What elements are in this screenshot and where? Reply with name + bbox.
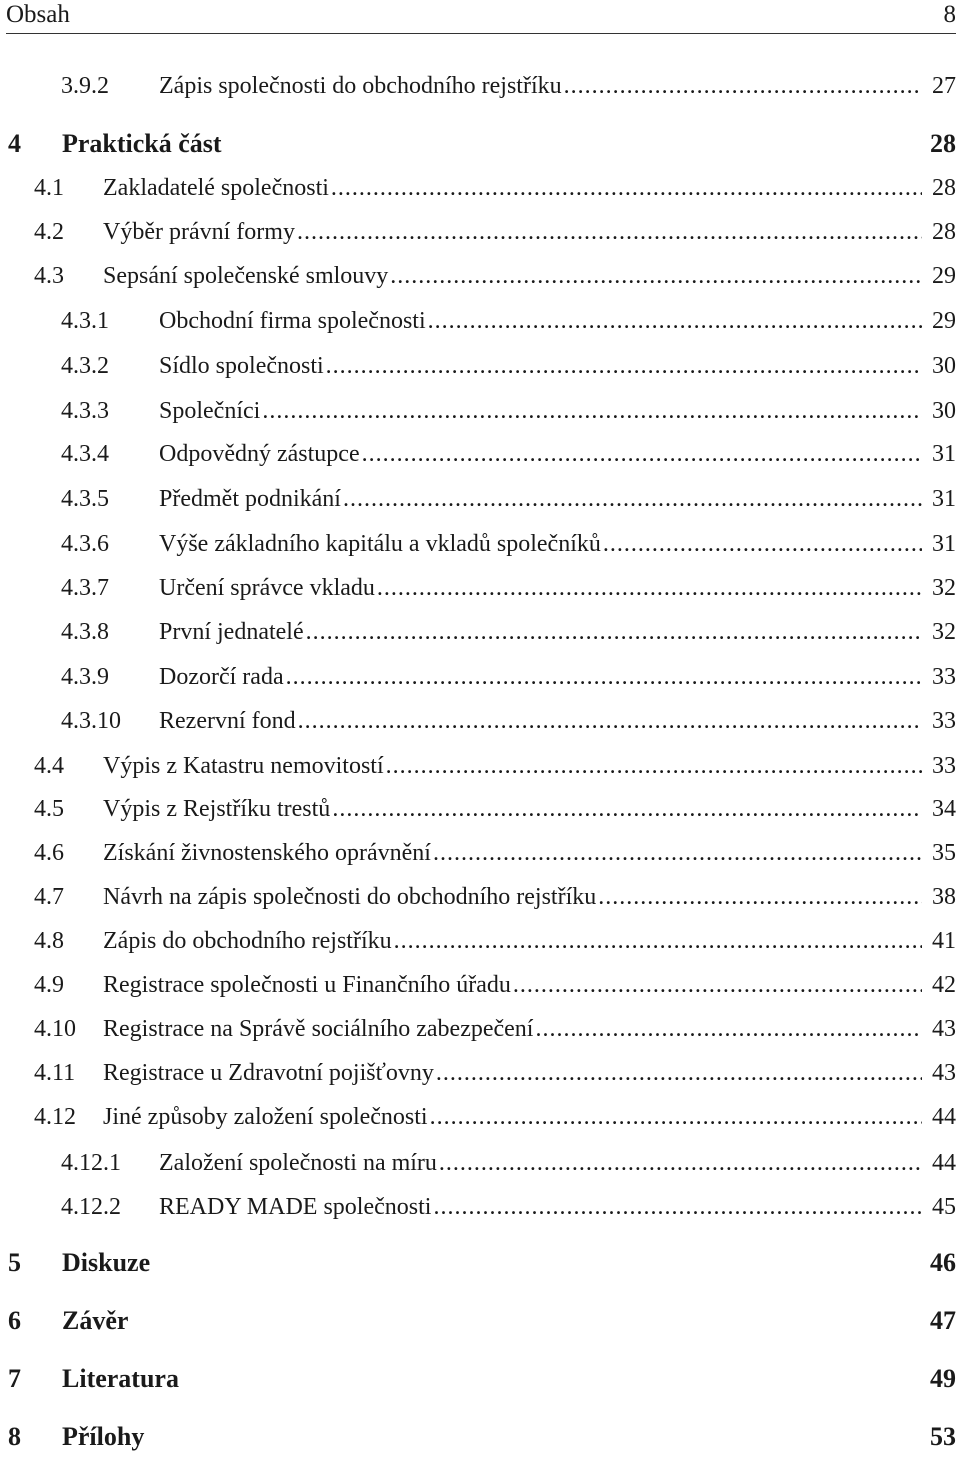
- dot-leader: [433, 837, 922, 869]
- toc-entry-page: 33: [932, 753, 956, 779]
- toc-entry[interactable]: [0, 483, 960, 515]
- toc-entry-title: [103, 1101, 922, 1133]
- toc-entry[interactable]: [0, 837, 960, 869]
- toc-entry-title-text: Získání živnostenského oprávnění: [103, 840, 431, 866]
- toc-entry[interactable]: [0, 216, 960, 248]
- toc-entry-title-text: Sídlo společnosti: [159, 353, 324, 379]
- toc-entry-title-text: Založení společnosti na míru: [159, 1150, 437, 1176]
- toc-entry-title-text: Určení správce vkladu: [159, 575, 375, 601]
- toc-entry-page: 42: [932, 972, 956, 998]
- toc-entry[interactable]: [0, 1147, 960, 1179]
- toc-entry-title-text: Zápis společnosti do obchodního rejstříku: [159, 73, 562, 99]
- dot-leader: [439, 1147, 922, 1179]
- toc-entry-page: 31: [932, 531, 956, 557]
- toc-entry-number: 3.9.2: [61, 73, 109, 99]
- toc-entry-title: [159, 572, 922, 604]
- toc-entry-number: 4.11: [34, 1060, 76, 1086]
- toc-entry-number: 4.8: [34, 928, 64, 954]
- toc-entry-title: [159, 616, 922, 648]
- toc-entry-title-text: Předmět podnikání: [159, 486, 341, 512]
- toc-entry-title-text: Návrh na zápis společnosti do obchodního rejstříku: [103, 884, 597, 910]
- toc-entry-title-text: Odpovědný zástupce: [159, 441, 360, 467]
- toc-entry-title: [62, 1247, 150, 1279]
- toc-entry-number: 4.3.1: [61, 308, 109, 334]
- toc-entry-title: [159, 1191, 922, 1223]
- toc-entry-title: [103, 750, 922, 782]
- header-title: Obsah: [6, 1, 70, 28]
- dot-leader: [535, 1013, 922, 1045]
- toc-entry[interactable]: [0, 925, 960, 957]
- dot-leader: [513, 969, 922, 1001]
- toc-entry-page: 31: [932, 486, 956, 512]
- dot-leader: [390, 260, 922, 292]
- toc-entry-title-text: Diskuze: [62, 1248, 151, 1277]
- toc-entry-title: [159, 395, 922, 427]
- toc-entry-number: 4.3.9: [61, 664, 109, 690]
- toc-entry-page: 43: [932, 1060, 956, 1086]
- toc-entry-title: [159, 438, 922, 470]
- toc-entry[interactable]: [0, 881, 960, 913]
- toc-entry-number: 4: [8, 129, 21, 158]
- dot-leader: [430, 1101, 922, 1133]
- toc-entry-title: [159, 70, 922, 102]
- toc-entry-title-text: Rezervní fond: [159, 708, 296, 734]
- toc-entry[interactable]: [0, 172, 960, 204]
- toc-entry[interactable]: [0, 705, 960, 737]
- toc-entry-title: [159, 305, 922, 337]
- toc-entry-title-text: Sepsání společenské smlouvy: [103, 263, 389, 289]
- toc-entry-page: 30: [932, 398, 956, 424]
- toc-entry-title: [103, 260, 922, 292]
- toc-entry-title-text: Závěr: [62, 1306, 129, 1335]
- toc-entry-title-text: Registrace u Zdravotní pojišťovny: [103, 1060, 434, 1086]
- toc-entry-title: [103, 969, 922, 1001]
- toc-entry-page: 29: [932, 263, 956, 289]
- dot-leader: [428, 305, 922, 337]
- toc-entry-title: [103, 172, 922, 204]
- toc-chapter[interactable]: [0, 1247, 960, 1279]
- toc-entry-page: 32: [932, 575, 956, 601]
- dot-leader: [262, 395, 922, 427]
- toc-chapter[interactable]: [0, 1421, 960, 1453]
- toc-entry-title: [159, 483, 922, 515]
- toc-entry-title: [62, 1305, 128, 1337]
- toc-entry-title-text: Literatura: [62, 1364, 179, 1393]
- toc-entry-page: 44: [932, 1150, 956, 1176]
- dot-leader: [297, 216, 922, 248]
- toc-chapter[interactable]: [0, 1363, 960, 1395]
- dot-leader: [436, 1057, 922, 1089]
- dot-leader: [362, 438, 922, 470]
- toc-entry-number: 4.12.2: [61, 1194, 121, 1220]
- dot-leader: [394, 925, 922, 957]
- toc-entry[interactable]: [0, 305, 960, 337]
- toc-chapter[interactable]: [0, 128, 960, 160]
- toc-entry-title: [62, 128, 222, 160]
- toc-entry-number: 5: [8, 1248, 21, 1277]
- dot-leader: [433, 1191, 922, 1223]
- toc-entry-title: [159, 350, 922, 382]
- toc-entry-number: 4.3.4: [61, 441, 109, 467]
- dot-leader: [343, 483, 922, 515]
- toc-entry-number: 4.1: [34, 175, 64, 201]
- toc-entry-page: 28: [932, 175, 956, 201]
- toc-entry[interactable]: [0, 750, 960, 782]
- toc-entry-page: 45: [932, 1194, 956, 1220]
- toc-entry-number: 4.3.6: [61, 531, 109, 557]
- toc-entry-title: [103, 1013, 922, 1045]
- toc-entry-page: 30: [932, 353, 956, 379]
- toc-entry-title-text: Zakladatelé společnosti: [103, 175, 329, 201]
- toc-entry-title-text: Praktická část: [62, 129, 222, 158]
- toc-entry-title-text: Výše základního kapitálu a vkladů společníků: [159, 531, 601, 557]
- toc-entry-number: 4.9: [34, 972, 64, 998]
- toc-entry-title: [103, 925, 922, 957]
- dot-leader: [564, 70, 922, 102]
- toc-chapter[interactable]: [0, 1305, 960, 1337]
- toc-entry[interactable]: [0, 969, 960, 1001]
- toc-entry[interactable]: [0, 70, 960, 102]
- toc-entry-number: 4.3.7: [61, 575, 109, 601]
- header-page-number: 8: [943, 1, 956, 28]
- toc-entry-page: 53: [930, 1422, 956, 1451]
- toc-entry-number: 6: [8, 1306, 21, 1335]
- toc-entry-title-text: Jiné způsoby založení společnosti: [103, 1104, 428, 1130]
- toc-entry-title: [103, 837, 922, 869]
- toc-entry-title: [159, 661, 922, 693]
- toc-entry[interactable]: [0, 528, 960, 560]
- toc-entry-title-text: Registrace společnosti u Finančního úřadu: [103, 972, 511, 998]
- toc-entry-number: 4.3: [34, 263, 64, 289]
- toc-entry-page: 33: [932, 664, 956, 690]
- toc-entry-number: 4.3.8: [61, 619, 109, 645]
- toc-entry-page: 44: [932, 1104, 956, 1130]
- toc-entry-page: 43: [932, 1016, 956, 1042]
- toc-entry-title-text: Dozorčí rada: [159, 664, 284, 690]
- toc-entry[interactable]: [0, 793, 960, 825]
- toc-entry-number: 8: [8, 1422, 21, 1451]
- toc-entry[interactable]: [0, 260, 960, 292]
- toc-entry-number: 4.3.3: [61, 398, 109, 424]
- dot-leader: [286, 661, 922, 693]
- dot-leader: [298, 705, 922, 737]
- toc-entry-page: 46: [930, 1248, 956, 1277]
- toc-entry[interactable]: [0, 1101, 960, 1133]
- toc-entry[interactable]: [0, 661, 960, 693]
- toc-entry[interactable]: [0, 1191, 960, 1223]
- toc-entry-title-text: Registrace na Správě sociálního zabezpečení: [103, 1016, 534, 1042]
- dot-leader: [603, 528, 922, 560]
- toc-entry-title-text: Výpis z Rejstříku trestů: [103, 796, 331, 822]
- toc-entry-number: 7: [8, 1364, 21, 1393]
- toc-entry-page: 35: [932, 840, 956, 866]
- toc-entry-number: 4.3.2: [61, 353, 109, 379]
- toc-entry-number: 4.12.1: [61, 1150, 121, 1176]
- toc-entry[interactable]: [0, 350, 960, 382]
- toc-entry-page: 32: [932, 619, 956, 645]
- toc-entry[interactable]: [0, 1013, 960, 1045]
- dot-leader: [326, 350, 922, 382]
- toc-entry-title-text: Výběr právní formy: [103, 219, 295, 245]
- toc-entry-title: [62, 1363, 179, 1395]
- toc-entry-title: [103, 216, 922, 248]
- dot-leader: [386, 750, 922, 782]
- toc-entry-title-text: Obchodní firma společnosti: [159, 308, 426, 334]
- toc-entry-page: 28: [930, 129, 956, 158]
- dot-leader: [598, 881, 922, 913]
- toc-entry-page: 47: [930, 1306, 956, 1335]
- toc-entry-title: [159, 705, 922, 737]
- toc-entry-number: 4.10: [34, 1016, 76, 1042]
- toc-entry-title-text: Výpis z Katastru nemovitostí: [103, 753, 384, 779]
- toc-entry-title: [103, 793, 922, 825]
- toc-entry-title: [159, 528, 922, 560]
- toc-entry-title: [62, 1421, 144, 1453]
- toc-entry-number: 4.3.5: [61, 486, 109, 512]
- toc-entry[interactable]: [0, 1057, 960, 1089]
- toc-entry-title: [159, 1147, 922, 1179]
- toc-entry-page: 31: [932, 441, 956, 467]
- toc-entry-page: 34: [932, 796, 956, 822]
- toc-entry-title-text: Zápis do obchodního rejstříku: [103, 928, 392, 954]
- dot-leader: [332, 793, 922, 825]
- toc-entry-page: 27: [932, 73, 956, 99]
- toc-entry-number: 4.2: [34, 219, 64, 245]
- dot-leader: [306, 616, 922, 648]
- toc-entry[interactable]: [0, 572, 960, 604]
- toc-entry-number: 4.3.10: [61, 708, 121, 734]
- toc-entry-number: 4.7: [34, 884, 64, 910]
- toc-entry-page: 33: [932, 708, 956, 734]
- toc-entry-number: 4.12: [34, 1104, 76, 1130]
- toc-entry[interactable]: [0, 438, 960, 470]
- toc-entry-title: [103, 881, 922, 913]
- toc-entry[interactable]: [0, 395, 960, 427]
- toc-entry-number: 4.5: [34, 796, 64, 822]
- toc-entry-title-text: První jednatelé: [159, 619, 304, 645]
- toc-entry-number: 4.4: [34, 753, 64, 779]
- toc-entry[interactable]: [0, 616, 960, 648]
- toc-entry-page: 28: [932, 219, 956, 245]
- toc-entry-page: 41: [932, 928, 956, 954]
- toc-entry-title-text: Společníci: [159, 398, 261, 424]
- toc-entry-title-text: Přílohy: [62, 1422, 145, 1451]
- toc-entry-title: [103, 1057, 922, 1089]
- toc-entry-page: 49: [930, 1364, 956, 1393]
- dot-leader: [377, 572, 922, 604]
- dot-leader: [331, 172, 922, 204]
- toc-entry-page: 29: [932, 308, 956, 334]
- toc-entry-page: 38: [932, 884, 956, 910]
- toc-entry-title-text: READY MADE společnosti: [159, 1194, 432, 1220]
- toc-entry-number: 4.6: [34, 840, 64, 866]
